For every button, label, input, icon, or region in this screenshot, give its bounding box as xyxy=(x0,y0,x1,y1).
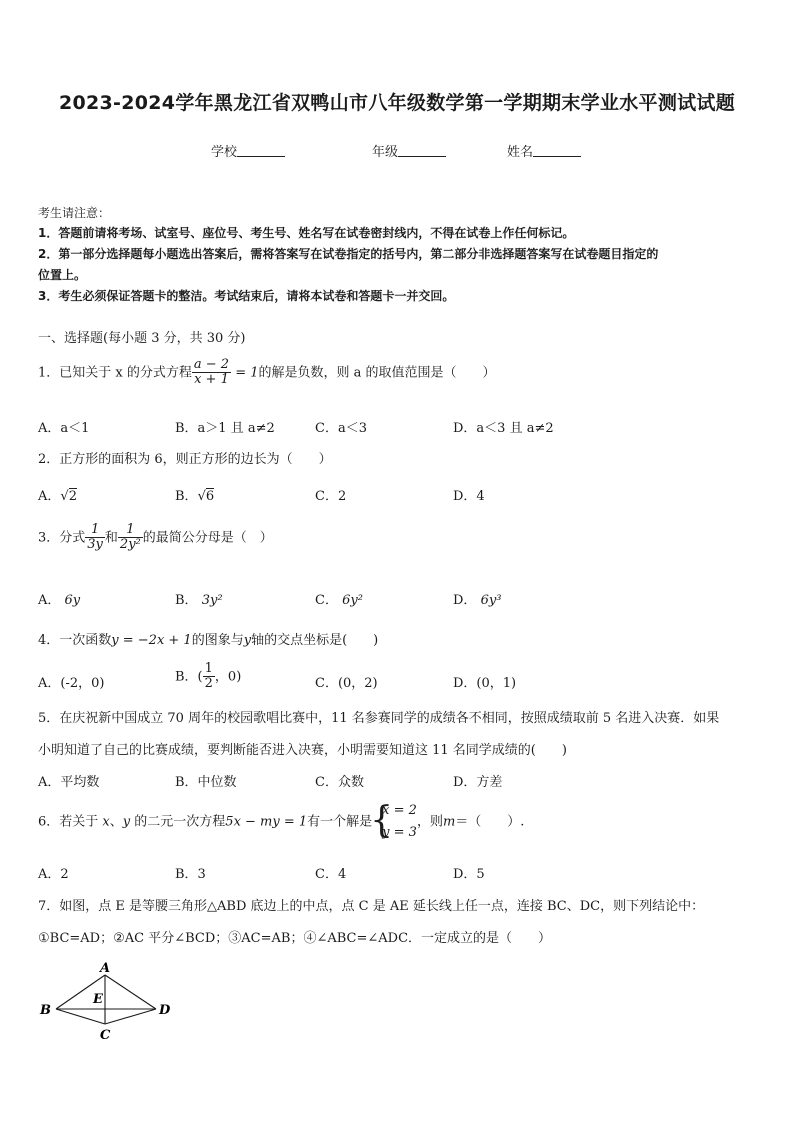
question-6: 6．若关于 x、y 的二元一次方程5x − my = 1有一个解是 { x = 2 y = 3 ，则m＝（ ）. xyxy=(38,800,524,844)
q2-option-c[interactable]: C．2 xyxy=(315,489,347,504)
name-field[interactable]: 姓名 xyxy=(507,141,581,160)
q2-option-d[interactable]: D．4 xyxy=(453,489,485,504)
q2-option-b[interactable]: B．√6 xyxy=(175,489,215,504)
q1-option-b[interactable]: B．a＞1 且 a≠2 xyxy=(175,421,275,436)
q6-option-d[interactable]: D．5 xyxy=(453,867,485,882)
label-c: C xyxy=(100,1028,111,1043)
name-blank[interactable] xyxy=(533,144,581,157)
segment-bc xyxy=(56,1009,105,1024)
grade-blank[interactable] xyxy=(398,144,446,157)
section-heading: 一、选择题(每小题 3 分，共 30 分) xyxy=(38,331,246,346)
q6-option-c[interactable]: C．4 xyxy=(315,867,347,882)
q5-option-d[interactable]: D．方差 xyxy=(453,775,503,790)
q5-option-b[interactable]: B．中位数 xyxy=(175,775,237,790)
q4-option-c[interactable]: C．(0，2) xyxy=(315,676,378,691)
segment-ad xyxy=(105,975,156,1009)
q7-geometry-figure xyxy=(36,958,176,1046)
question-3: 3．分式 $\frac{1}{3y}$ 和 $\frac{1}{\text{2y²}}$ 的最简公分母是（ ） xyxy=(38,522,273,553)
q3-fraction-2: $\frac{1}{\text{2y²}}$ xyxy=(119,522,141,553)
notice-item-2: 2．第一部分选择题每小题选出答案后，需将答案写在试卷指定的括号内，第二部分非选择题答案写在试卷题目指定的 xyxy=(38,247,659,261)
label-b: B xyxy=(40,1003,51,1018)
q1-fraction: $\frac{a - 2}{x + 1}$ xyxy=(193,357,230,388)
question-1: 1．已知关于 x 的分式方程 $\frac{a - 2}{x + 1}$ = 1的解是负数，则 a 的取值范围是（ ） xyxy=(38,357,496,388)
sqrt-icon: √ xyxy=(60,489,69,504)
school-field[interactable]: 学校 xyxy=(211,141,285,160)
notice-item-3: 3．考生必须保证答题卡的整洁。考试结束后，请将本试卷和答题卡一并交回。 xyxy=(38,289,455,303)
q4-option-a[interactable]: A．(-2，0) xyxy=(38,676,105,691)
q5-option-c[interactable]: C．众数 xyxy=(315,775,364,790)
q3-option-b[interactable]: B． 3y² xyxy=(175,593,223,608)
q4-option-d[interactable]: D．(0，1) xyxy=(453,676,517,691)
question-5-line-2: 小明知道了自己的比赛成绩，要判断能否进入决赛，小明需要知道这 11 名同学成绩的( ) xyxy=(38,743,567,758)
q5-option-a[interactable]: A．平均数 xyxy=(38,775,100,790)
question-7-line-2: ①BC=AD；②AC 平分∠BCD；③AC=AB；④∠ABC=∠ADC．一定成立的是（ ） xyxy=(38,931,552,946)
label-e: E xyxy=(93,992,103,1007)
notice-item-2-cont: 位置上。 xyxy=(38,268,87,282)
notice-item-1: 1．答题前请将考场、试室号、座位号、考生号、姓名写在试卷密封线内，不得在试卷上作任何标记。 xyxy=(38,226,575,240)
q3-fraction-1: $\frac{1}{3y}$ xyxy=(87,522,103,553)
q6-option-b[interactable]: B．3 xyxy=(175,867,206,882)
label-d: D xyxy=(159,1003,171,1018)
exam-title: 2023-2024学年黑龙江省双鸭山市八年级数学第一学期期末学业水平测试试题 xyxy=(58,92,736,114)
q1-option-d[interactable]: D．a＜3 且 a≠2 xyxy=(453,421,554,436)
notice-heading: 考生请注意： xyxy=(38,206,111,220)
q3-option-d[interactable]: D． 6y³ xyxy=(453,593,502,608)
segment-cd xyxy=(105,1009,156,1024)
school-blank[interactable] xyxy=(237,144,285,157)
q2-option-a[interactable]: A．√2 xyxy=(38,489,77,504)
question-7-line-1: 7．如图，点 E 是等腰三角形△ABD 底边上的中点，点 C 是 AE 延长线上任一点，连接 BC、DC，则下列结论中： xyxy=(38,899,705,914)
grade-field[interactable]: 年级 xyxy=(372,141,446,160)
question-4: 4．一次函数y = −2x + 1的图象与y轴的交点坐标是( ) xyxy=(38,633,379,648)
question-5-line-1: 5．在庆祝新中国成立 70 周年的校园歌唱比赛中，11 名参赛同学的成绩各不相同，按照成绩取前 5 名进入决赛．如果 xyxy=(38,711,720,726)
q6-equation-system: { x = 2 y = 3 xyxy=(372,800,417,844)
q6-option-a[interactable]: A．2 xyxy=(38,867,69,882)
sqrt-icon: √ xyxy=(197,489,206,504)
q3-option-a[interactable]: A． 6y xyxy=(38,593,81,608)
label-a: A xyxy=(100,961,111,976)
q1-option-a[interactable]: A．a＜1 xyxy=(38,421,90,436)
q1-option-c[interactable]: C．a＜3 xyxy=(315,421,367,436)
q4-option-b[interactable]: B．( $\frac{1}{2}$ ，0) xyxy=(175,661,242,692)
q3-option-c[interactable]: C． 6y² xyxy=(315,593,363,608)
question-2: 2．正方形的面积为 6，则正方形的边长为（ ） xyxy=(38,452,332,467)
